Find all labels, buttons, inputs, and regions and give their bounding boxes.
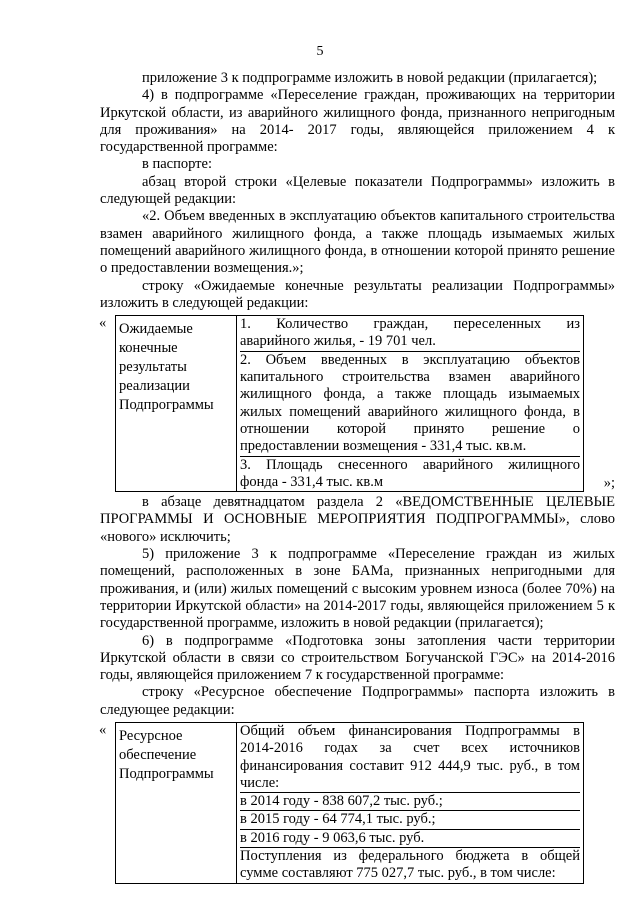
text-line: в 2014 году - 838 607,2 тыс. руб.; bbox=[240, 793, 443, 810]
paragraph: в паспорте: bbox=[142, 156, 212, 173]
text-line: фонда - 331,4 тыс. кв.м bbox=[240, 473, 384, 490]
text-line: в 2015 году - 64 774,1 тыс. руб.; bbox=[240, 811, 436, 828]
text-line: Общий объем финансирования Подпрограммы в bbox=[240, 722, 580, 739]
label-line: реализации bbox=[119, 378, 190, 395]
label-line: Ожидаемые bbox=[119, 321, 193, 338]
text-line: отношении которой принято решение о bbox=[240, 420, 580, 437]
paragraph: приложение 3 к подпрограмме изложить в новой редакции (прилагается); bbox=[142, 70, 598, 86]
label-cell bbox=[116, 316, 237, 492]
text-line: финансирования составит 912 444,9 тыс. руб., в том bbox=[240, 757, 580, 774]
paragraph: абзац второй строки «Целевые показатели Подпрограммы» изложить в следующей редакции: bbox=[100, 173, 615, 208]
open-quote: « bbox=[99, 721, 107, 738]
resource-provision-table bbox=[115, 722, 584, 884]
paragraph: 5) приложение 3 к подпрограмме «Переселение граждан из жилых помещений, расположенных в зоне БАМа, признанных непригодными для проживания, и (или) жилых помещений с высоким уровнем износа (более 70%) на территории Иркутской области» на 2014-2017 годы, являющейся приложением 5 к государственной программе, изложить в новой редакции (прилагается); bbox=[100, 546, 615, 632]
document-body bbox=[100, 70, 615, 886]
result-item bbox=[240, 316, 580, 352]
text-line: в 2016 году - 9 063,6 тыс. руб. bbox=[240, 829, 425, 846]
expected-results-table-block bbox=[100, 315, 615, 492]
text-line: капитального строительства взамен аварийного bbox=[240, 369, 580, 386]
text-line: жилых помещений аварийного жилищного фонда, в bbox=[240, 403, 580, 420]
label-line: конечные bbox=[119, 340, 178, 357]
label-line: Ресурсное bbox=[119, 727, 183, 744]
paragraph: 6) в подпрограмме «Подготовка зоны затопления части территории Иркутской области в связи со строительством Богучанской ГЭС» на 2014-2016 годы, являющейся приложением 7 к государственной программе: bbox=[100, 632, 615, 684]
label-line: результаты bbox=[119, 359, 187, 376]
paragraph: строку «Ожидаемые конечные результаты реализации Подпрограммы» изложить в следующей редакции: bbox=[100, 277, 615, 311]
resource-provision-table-block bbox=[100, 722, 615, 884]
page-number: 5 bbox=[316, 44, 324, 59]
result-item bbox=[240, 352, 580, 457]
label-line: Подпрограммы bbox=[119, 765, 214, 782]
close-quote: »; bbox=[603, 474, 615, 491]
paragraph: строку «Ресурсное обеспечение Подпрограммы» паспорта изложить в следующее редакции: bbox=[100, 684, 615, 718]
funding-item bbox=[240, 811, 580, 829]
text-line: 1. Количество граждан, переселенных из bbox=[240, 316, 580, 333]
label-cell bbox=[116, 722, 237, 883]
expected-results-table bbox=[115, 315, 584, 492]
funding-item bbox=[240, 793, 580, 811]
paragraph: 4) в подпрограмме «Переселение граждан, проживающих на территории Иркутской области, из аварийного жилищного фонда, признанного непригодным для проживания» на 2014- 2017 годы, являющейся приложением 4 к государственной программе: bbox=[100, 87, 615, 156]
text-line: жилищного фонда, а также площадь изымаемых bbox=[240, 386, 580, 403]
funding-item bbox=[240, 830, 580, 848]
value-cell bbox=[237, 722, 584, 883]
value-cell bbox=[237, 316, 584, 492]
text-line: 2014-2016 годах за счет всех источников bbox=[240, 740, 580, 757]
funding-item bbox=[240, 848, 580, 883]
text-line: 2. Объем введенных в эксплуатацию объектов bbox=[240, 351, 580, 368]
funding-item bbox=[240, 723, 580, 793]
label-line: Подпрограммы bbox=[119, 397, 214, 414]
paragraph: в абзаце девятнадцатом раздела 2 «ВЕДОМСТВЕННЫЕ ЦЕЛЕВЫЕ ПРОГРАММЫ И ОСНОВНЫЕ МЕРОПРИЯТИЯ ПОДПРОГРАММЫ», слово «нового» исключить; bbox=[100, 494, 615, 545]
text-line: аварийного жилья, - 19 701 чел. bbox=[240, 333, 436, 350]
label-line: обеспечение bbox=[119, 746, 197, 763]
text-line: 3. Площадь снесенного аварийного жилищного bbox=[240, 456, 580, 473]
open-quote: « bbox=[99, 315, 107, 332]
text-line: Поступления из федерального бюджета в общей bbox=[240, 848, 580, 865]
text-line: предоставлении возмещения - 331,4 тыс. кв.м. bbox=[240, 438, 527, 455]
text-line: числе: bbox=[240, 774, 280, 791]
text-line: сумме составляют 775 027,7 тыс. руб., в том числе: bbox=[240, 865, 556, 882]
result-item bbox=[240, 457, 580, 492]
paragraph: «2. Объем введенных в эксплуатацию объектов капитального строительства взамен аварийного жилищного фонда, а также площадь изымаемых жилых помещений аварийного жилищного фонда, в отношении которой принято решение о предоставлении возмещения.»; bbox=[100, 208, 615, 277]
